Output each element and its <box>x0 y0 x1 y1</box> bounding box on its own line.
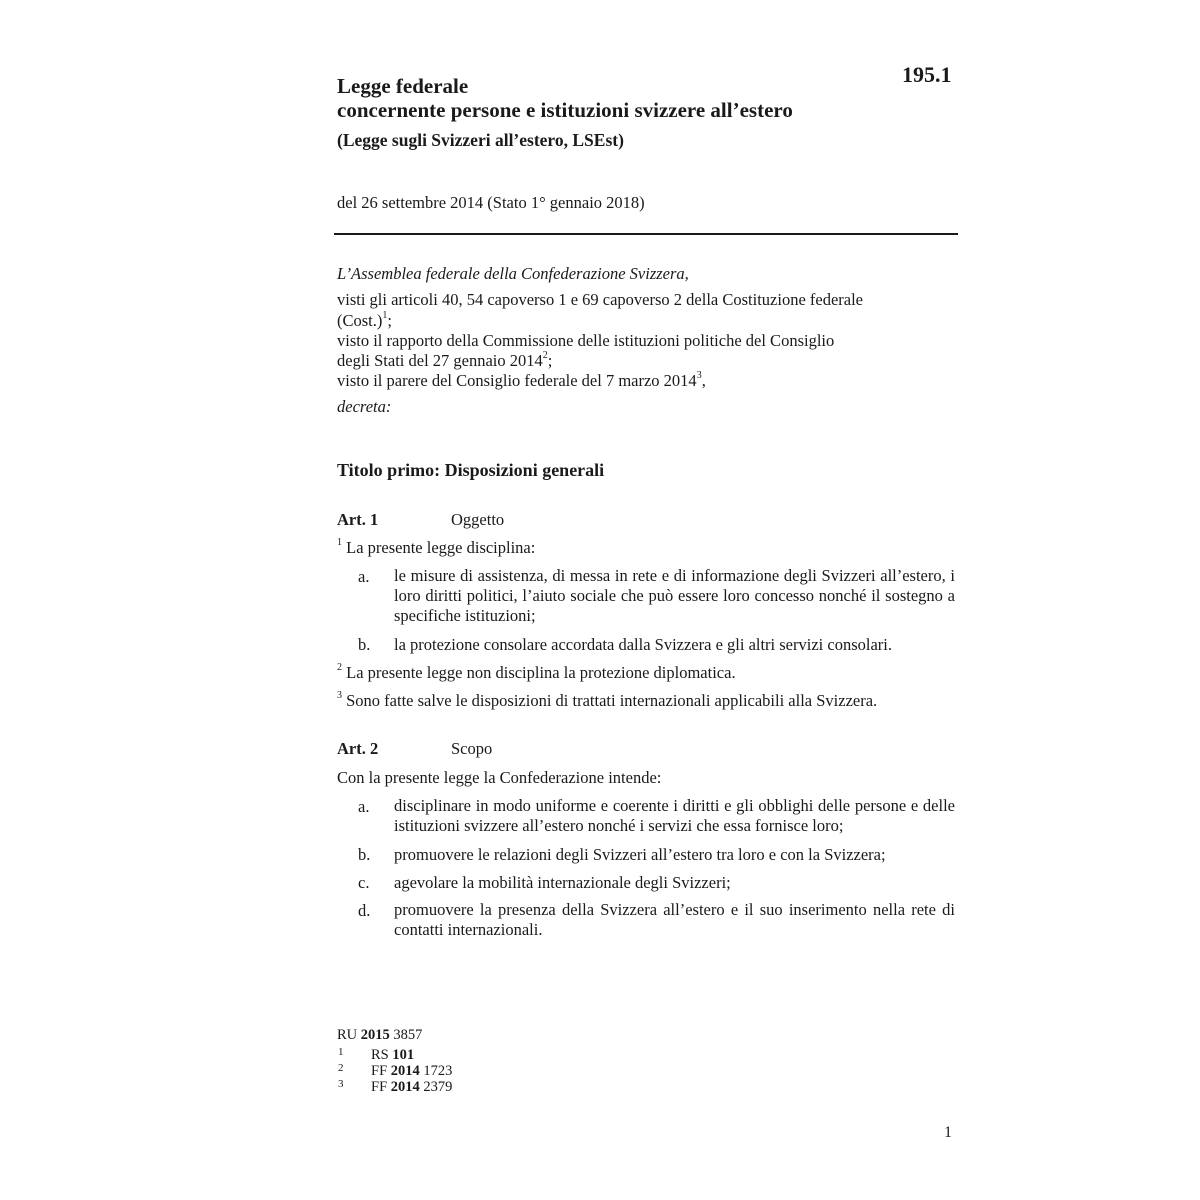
footnote-3-text: FF 2014 2379 <box>371 1079 453 1095</box>
footnote-3-number: 3 <box>338 1078 344 1090</box>
preamble-decreta: decreta: <box>337 397 392 416</box>
art1-item-a-letter: a. <box>358 567 370 586</box>
art1-number: Art. 1 <box>337 510 379 529</box>
section-title: Titolo primo: Disposizioni generali <box>337 460 605 480</box>
art1-paragraph-3: $^3$ Sono fatte salve le disposizioni di trattati internazionali applicabili alla Svizzera. <box>337 690 878 710</box>
art2-item-c-text: agevolare la mobilità internazionale degli Svizzeri; <box>394 873 731 892</box>
sr-number: 195.1 <box>902 62 952 87</box>
short-title: (Legge sugli Svizzeri all’estero, LSEst) <box>337 130 624 150</box>
footnote-ref-3[interactable]: 3 <box>696 370 702 381</box>
footnote-ref-2[interactable]: 2 <box>542 350 548 361</box>
art2-number: Art. 2 <box>337 739 379 758</box>
art1-paragraph-2: $^2$ La presente legge non disciplina la protezione diplomatica. <box>337 662 736 682</box>
art1-title: Oggetto <box>451 510 505 529</box>
footnote-1-text: RS 101 <box>371 1047 415 1063</box>
footnote-2-text: FF 2014 1723 <box>371 1063 453 1079</box>
art2-title: Scopo <box>451 739 493 758</box>
art2-item-a-text: disciplinare in modo uniforme e coerente i diritti e gli obblighi delle persone e delle istituzioni svizzere all’estero nonché i servizi che essa fornisce loro; <box>394 796 955 835</box>
footnote-2-number: 2 <box>338 1062 344 1074</box>
art2-item-b-text: promuovere le relazioni degli Svizzeri all’estero tra loro e con la Svizzera; <box>394 845 886 864</box>
art2-item-b-letter: b. <box>358 845 371 864</box>
art2-item-d-letter: d. <box>358 901 371 920</box>
art1-item-b-letter: b. <box>358 635 371 654</box>
preamble-line-3: visto il rapporto della Commissione delle istituzioni politiche del Consiglio <box>337 331 835 350</box>
preamble-line-5: visto il parere del Consiglio federale del 7 marzo 2014$^3$, <box>337 370 706 390</box>
preamble-line-4: degli Stati del 27 gennaio 2014$^2$; <box>337 350 553 370</box>
title-line-2: concernente persone e istituzioni svizzere all’estero <box>337 98 793 122</box>
art1-paragraph-1: $^1$ La presente legge disciplina: <box>337 537 536 557</box>
art1-item-a-text: le misure di assistenza, di messa in rete e di informazione degli Svizzeri all’estero, i loro diritti politici, l’aiuto sociale che può essere loro concesso nonché il sostegno a specifiche istituzioni; <box>394 566 955 625</box>
title-line-1: Legge federale <box>337 74 469 98</box>
footnote-1-number: 1 <box>338 1046 344 1058</box>
preamble-line-2: (Cost.)$^1$; <box>337 310 392 330</box>
footnote-ref-1[interactable]: 1 <box>382 310 388 321</box>
art2-item-c-letter: c. <box>358 873 370 892</box>
art1-item-b-text: la protezione consolare accordata dalla Svizzera e gli altri servizi consolari. <box>394 635 892 654</box>
preamble-assembly: L’Assemblea federale della Confederazione Svizzera, <box>337 264 689 283</box>
date-line: del 26 settembre 2014 (Stato 1° gennaio 2018) <box>337 193 645 212</box>
footnote-ru: RU 2015 3857 <box>337 1027 423 1043</box>
page-number: 1 <box>944 1124 952 1141</box>
header-rule <box>334 233 958 235</box>
art2-intro: Con la presente legge la Confederazione intende: <box>337 768 662 787</box>
art2-item-d-text: promuovere la presenza della Svizzera all’estero e il suo inserimento nella rete di contatti internazionali. <box>394 900 955 939</box>
preamble-line-1: visti gli articoli 40, 54 capoverso 1 e 69 capoverso 2 della Costituzione federale <box>337 290 864 309</box>
art2-item-a-letter: a. <box>358 797 370 816</box>
